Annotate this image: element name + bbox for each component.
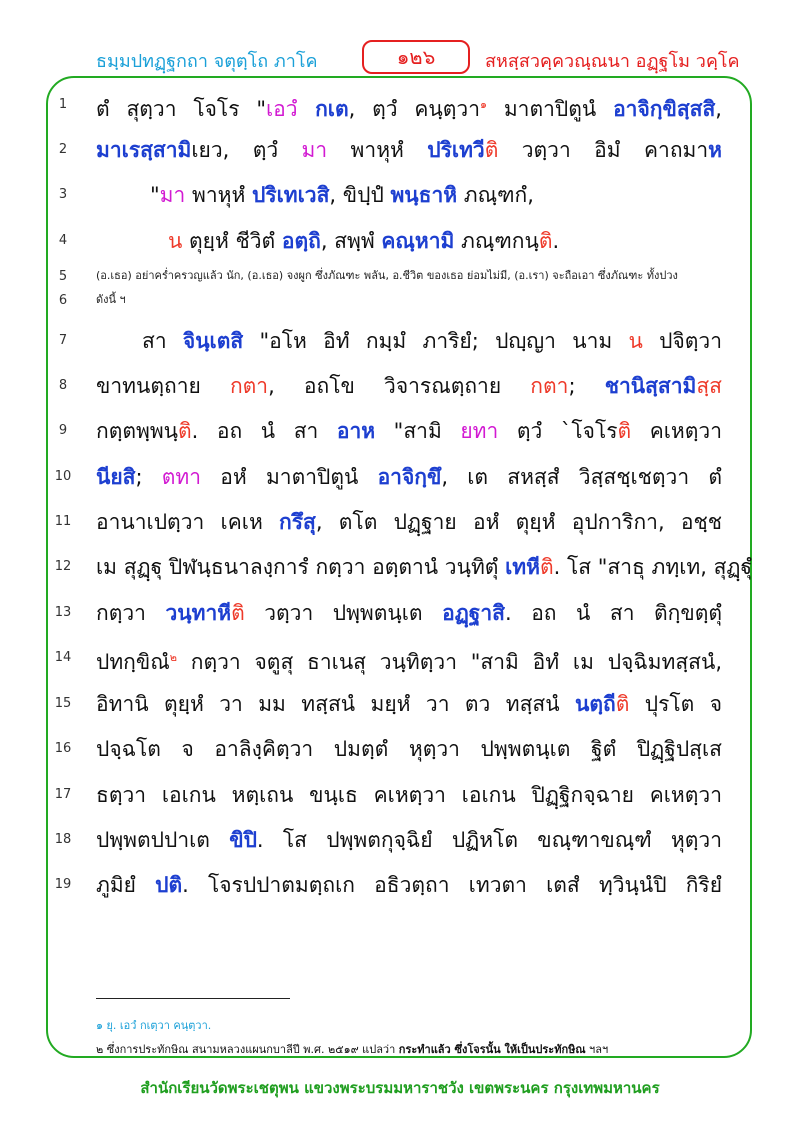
text-segment: พาหุหํ [327, 138, 428, 162]
text-line [0, 726, 800, 772]
line-number: 3 [58, 187, 68, 202]
text-segment: เยว, ตฺวํ [191, 138, 302, 162]
text-segment: . โจรปปาตมตฺถเก อธิวตฺถา เทวตา เตสํ ทฺวินฺนํปิ กิริยํ [182, 873, 723, 897]
text-segment: ปุรโต จ [629, 692, 723, 716]
text-segment: สฺส [696, 374, 722, 398]
header-left-title: ธมฺมปทฏฺฐกถา จตุตฺโถ ภาโค [96, 51, 318, 72]
text-segment: น [168, 229, 183, 253]
text-segment: พาหุหํ [185, 183, 252, 207]
line-number: 19 [54, 877, 72, 892]
text-segment: กตฺวา [96, 601, 166, 625]
text-segment: วตฺวา ปพฺพตนฺเต [244, 601, 443, 625]
line-number: 10 [54, 469, 72, 484]
text-segment: . [552, 229, 560, 253]
text-segment: สา [142, 329, 183, 353]
text-segment: ติ [484, 138, 499, 162]
text-segment: ติ [538, 229, 553, 253]
text-segment: เม สุฏฺฐุ ปิฬนฺธนาลงฺการํ [96, 555, 316, 579]
translation-text-2: ดังนี้ ฯ [96, 293, 126, 306]
text-segment: มาเรสฺสามิ [96, 138, 192, 162]
line-text [96, 454, 722, 500]
text-segment: นตฺถี [575, 692, 616, 716]
text-segment: วตฺวา อิมํ คาถมา [498, 138, 709, 162]
line-text [96, 862, 722, 908]
footnote-divider [96, 998, 290, 999]
text-segment: อาจิกฺขิสฺสสิ [613, 97, 716, 121]
line-number: 7 [58, 333, 68, 348]
header-right-title: สหสฺสวคฺควณฺณนา อฏฺฐโม วคฺโค [485, 51, 740, 72]
translation-text-1: (อ.เธอ) อย่าคร่ำครวญแล้ว นัก, (อ.เธอ) จงผูก ซึ่งภัณฑะ พลัน, อ.ชีวิต ของเธอ ย่อมไม่มี, (อ.เรา) จะถือเอา ซึ่งภัณฑะ ทั้งปวง [96, 269, 678, 282]
text-line [0, 862, 800, 908]
line-number: 16 [54, 741, 72, 756]
line-text [96, 127, 722, 173]
text-segment: ปริเทวี [427, 138, 485, 162]
text-segment: นียสิ [96, 465, 136, 489]
line-text [96, 726, 722, 772]
text-segment: ปจฺฉโต จ อาลิงฺคิตฺวา ปมตฺตํ หุตฺวา ปพฺพตนฺเต ฐิตํ ปิฏฺฐิปสฺเส [96, 737, 722, 761]
text-segment: ปริเทเวสิ [251, 183, 330, 207]
line-text [96, 681, 722, 727]
text-segment: ยทา [460, 419, 499, 443]
text-segment: เอวํ [266, 97, 298, 121]
line-number: 11 [54, 514, 72, 529]
footnote-2-text: ๒ ซึ่งการประทักษิณ สนามหลวงแผนกบาลีปี พ.ศ. ๒๕๑๙ แปลว่า [96, 1043, 399, 1056]
text-segment: อตฺตานํ วนฺทิตุํ [365, 555, 506, 579]
text-segment: ปจิตฺวา [642, 329, 722, 353]
text-segment: อหํ มาตาปิตูนํ [201, 465, 378, 489]
text-segment: กเต [297, 97, 349, 121]
text-line [0, 544, 800, 590]
text-line [0, 635, 800, 681]
footnote-2 [96, 1042, 736, 1058]
line-number: 5 [58, 269, 68, 284]
text-segment: ห [708, 138, 723, 162]
text-segment: วนฺทาหี [165, 601, 232, 625]
text-line [0, 218, 800, 264]
text-segment: ติ [617, 419, 632, 443]
line-number: 17 [54, 787, 72, 802]
line-text [96, 408, 722, 454]
text-segment: " [150, 183, 160, 207]
text-segment: ตฺวํ `โจโร [498, 419, 618, 443]
text-segment: ภูมิยํ [96, 873, 156, 897]
page-number-badge: ๑๒๖ [362, 40, 470, 74]
text-segment: ชานิสฺสามิ [604, 374, 697, 398]
line-text [96, 590, 722, 636]
line-number: 8 [58, 378, 68, 393]
text-segment: . โส "สาธุ ภทฺเท, สุฏฺฐุํ [553, 555, 753, 579]
text-segment: ตทา [161, 465, 202, 489]
text-segment: , อถโข วิจารณตฺถาย [268, 374, 531, 398]
text-line [0, 590, 800, 636]
text-segment: ติ [178, 419, 192, 443]
line-number: 2 [58, 142, 68, 157]
translation-line-1 [96, 266, 736, 286]
text-line [0, 681, 800, 727]
footnote-2-tail: ฯลฯ [585, 1043, 609, 1056]
text-segment: , สพฺพํ [320, 229, 382, 253]
text-segment: ; [568, 374, 605, 398]
line-text [96, 544, 753, 590]
text-segment: ขิปิ [229, 828, 257, 852]
text-segment: . อถ นํ สา [191, 419, 337, 443]
text-segment: ปพฺพตปปาเต [96, 828, 230, 852]
line-number: 13 [54, 605, 72, 620]
text-segment: คณฺหามิ [381, 229, 455, 253]
line-text [96, 817, 722, 863]
text-line [0, 363, 800, 409]
text-segment: กตา [530, 374, 569, 398]
line-number: 1 [58, 97, 68, 112]
text-segment: . โส ปพฺพตกุจฺฉิยํ ปฏิหโต ขณฺฑาขณฺฑํ หุตฺวา [256, 828, 722, 852]
text-segment: กรึสุ [279, 510, 316, 534]
text-segment: , ขิปฺปํ [329, 183, 391, 207]
footnote-1: ๑ ยุ. เอวํ กเตฺวา คนฺตฺวา. [96, 1019, 212, 1032]
text-segment: ขาทนตฺถาย [96, 374, 230, 398]
text-segment: ติ [231, 601, 245, 625]
text-segment: กตฺวา จตูสุ ธาเนสุ วนฺทิตฺวา "สามิ อิทํ เม ปจฺฉิมทสฺสนํ, [177, 650, 722, 674]
text-segment: น [628, 329, 643, 353]
text-segment: กตา [229, 374, 269, 398]
line-number: 6 [58, 293, 68, 308]
line-number: 4 [58, 233, 68, 248]
text-segment: อาห [336, 419, 376, 443]
text-line [0, 127, 800, 173]
text-segment: เทหี [505, 555, 540, 579]
text-segment: ปทกฺขิณํ [96, 650, 170, 674]
line-number: 18 [54, 832, 72, 847]
text-line [0, 454, 800, 500]
line-text [150, 172, 670, 218]
text-segment: , ตฺวํ คนฺตฺวา [348, 97, 481, 121]
text-line [0, 172, 800, 218]
line-number: 12 [54, 559, 72, 574]
text-segment: ปติ [155, 873, 183, 897]
text-line [0, 499, 800, 545]
text-segment: "อโห อิทํ กมฺมํ ภาริยํ; ปญฺญา นาม [243, 329, 629, 353]
text-segment: ตุยฺหํ ชีวิตํ [182, 229, 282, 253]
page-footer: สำนักเรียนวัดพระเชตุพน แขวงพระบรมมหาราชวัง เขตพระนคร กรุงเทพมหานคร [140, 1079, 660, 1097]
line-text [96, 318, 722, 364]
text-segment: อฏฺฐาสิ [442, 601, 506, 625]
page-header [0, 40, 800, 80]
text-segment: จินฺเตสิ [182, 329, 244, 353]
line-number: 14 [54, 650, 72, 665]
translation-line-2 [96, 290, 736, 310]
text-segment: อิทานิ ตุยฺหํ วา มม ทสฺสนํ มยฺหํ วา ตว ทสฺสนํ [96, 692, 575, 716]
text-segment: , [715, 97, 722, 121]
text-segment: ติ [615, 692, 630, 716]
text-segment: ตํ สุตฺวา โจโร " [96, 97, 266, 121]
text-line [0, 82, 800, 128]
footnote-marker: ๑ [480, 98, 487, 111]
text-segment: , ตโต ปฏฺฐาย อหํ ตุยฺหํ อุปการิกา, อชฺช [315, 510, 722, 534]
text-segment: พนฺธาหิ [390, 183, 458, 207]
text-segment: อานาเปตฺวา เคเห [96, 510, 280, 534]
text-segment: มา [159, 183, 186, 207]
text-segment: มาตาปิตูนํ [487, 97, 614, 121]
line-number: 15 [54, 696, 72, 711]
footnote-marker: ๒ [169, 651, 177, 664]
text-segment: ภณฺฑกนฺ [454, 229, 539, 253]
line-text [96, 499, 722, 545]
line-text [168, 218, 708, 264]
text-segment: มา [301, 138, 328, 162]
text-segment: ภณฺฑกํ, [457, 183, 534, 207]
text-segment: อาจิกฺขึ [377, 465, 442, 489]
text-segment: , เต สหสฺสํ วิสฺสชฺเชตฺวา ตํ [441, 465, 722, 489]
text-segment: . อถ นํ สา ติกฺขตฺตุํ [505, 601, 722, 625]
text-segment: กตฺตพฺพนฺ [96, 419, 179, 443]
footnote-2-emphasis: กระทำแล้ว ซึ่งโจรนั้น ให้เป็นประทักษิณ [398, 1043, 586, 1056]
text-segment: "สามิ [375, 419, 461, 443]
line-text [96, 772, 722, 818]
line-number: 9 [58, 423, 68, 438]
line-text [96, 635, 722, 685]
line-text [96, 82, 722, 132]
text-segment: อตฺถิ [281, 229, 321, 253]
text-segment: ติ [539, 555, 554, 579]
text-segment: กตฺวา [315, 555, 366, 579]
text-segment: คเหตฺวา [631, 419, 722, 443]
line-text [96, 363, 722, 409]
text-line [0, 408, 800, 454]
text-line [0, 318, 800, 364]
text-segment: ธตฺวา เอเกน หตฺเถน ขนฺเธ คเหตฺวา เอเกน ปิฏฺฐิกจฺฉาย คเหตฺวา [96, 783, 722, 807]
text-line [0, 817, 800, 863]
text-line [0, 772, 800, 818]
text-segment: ; [135, 465, 162, 489]
